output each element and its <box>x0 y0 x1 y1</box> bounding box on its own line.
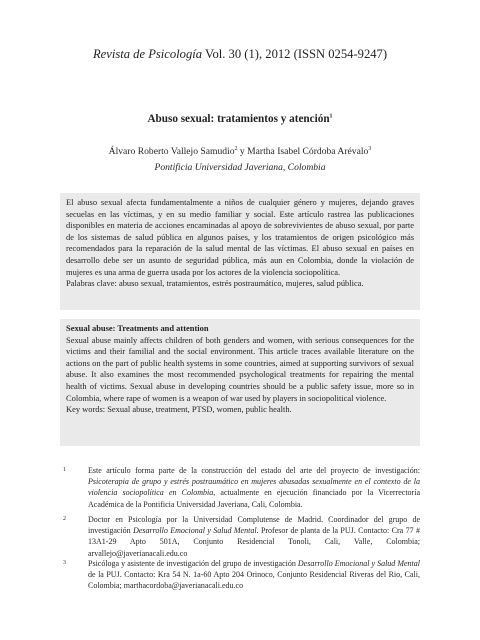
title-footnote-marker: 1 <box>329 113 333 120</box>
footnote-1-text-a: Este artículo forma parte de la construcción del estado del arte del proyecto de investigación: <box>88 466 420 475</box>
affiliation: Pontificia Universidad Javeriana, Colombia <box>154 162 326 173</box>
footnote-2-number: 2 <box>63 516 66 522</box>
footnote-1-text-b: , actualmente en ejecución financiado por la Vicerrectoría Académica de la Pontificia Universidad Javeriana, Cali, Colombia. <box>88 488 420 509</box>
article-title-text: Abuso sexual: tratamientos y atención <box>147 113 330 125</box>
author-1-footnote-marker: 2 <box>234 145 238 152</box>
footnote-2-text-italic: Desarrollo Emocional y Salud Mental <box>133 526 257 536</box>
footnote-3-text-italic: Desarrollo Emocional y Salud Mental <box>297 559 420 568</box>
author-separator: y <box>237 146 248 157</box>
abstract-english-body: Sexual abuse mainly affects children of both genders and women, with serious consequences for the victims and their familial and the social environment. This article traces available literature on the actions on the part of public health systems in some countries, aimed at supporting survivors of sexual abuse. It also examines the most recommended psychological treatments for repairing the mental health of victims. Sexual abuse in developing countries should be a public safety issue, more so in Colombia, where rape of women is a weapon of war used by players in sociopolitical violence. <box>66 334 414 403</box>
authors-line <box>0 146 480 157</box>
footnote-3-number: 3 <box>63 560 66 566</box>
footnote-1-text-italic: Psicoterapia de grupo y estrés postraumático en mujeres abusadas sexualmente en el contexto de la violencia sociopolítica en Colombia <box>88 477 420 498</box>
author-1: Álvaro Roberto Vallejo Samudio <box>108 146 235 157</box>
footnote-2 <box>60 514 420 559</box>
abstract-spanish-keywords: Palabras clave: abuso sexual, tratamientos, estrés postraumático, mujeres, salud pública. <box>66 278 364 289</box>
article-title <box>0 113 480 125</box>
journal-name: Revista de Psicología <box>92 47 203 61</box>
footnote-3-text-a: Psicóloga y asistente de investigación del grupo de investigación <box>88 559 298 568</box>
journal-header <box>0 47 480 62</box>
abstract-spanish-body: El abuso sexual afecta fundamentalmente a niños de cualquier género y mujeres, dejando graves secuelas en las víctimas, y en su medio familiar y social. Este artículo rastrea las publicaciones disponibles en materia de acciones encaminadas al apoyo de sobrevivientes de abuso sexual, por parte de los sistemas de salud pública en algunos países, y los tratamientos de origen psicológico más recomendados para la reparación de la salud mental de las víctimas. El abuso sexual en países en desarrollo debe ser un asunto de seguridad pública, más aun en Colombia, donde la violación de mujeres es una arma de guerra usada por los actores de la violencia sociopolítica. <box>66 197 414 277</box>
footnote-3 <box>60 558 420 592</box>
footnote-2-text-b: . Profesor de planta de la PUJ. Contacto: Cra 77 # 13A1-29 Apto 501A, Conjunto Residencial Tonoli, Cali, Valle, Colombia; arvallejo@javerianacali.edu.co <box>88 526 420 558</box>
footnote-1-number: 1 <box>63 467 66 473</box>
abstract-english-heading: Sexual abuse: Treatments and attention <box>66 323 209 333</box>
footnote-1 <box>60 465 420 510</box>
footnote-3-text-b: de la PUJ. Contacto: Kra 54 N. 1a-60 Apto 204 Orinoco, Conjunto Residencial Riveras del Rio, Cali, Colombia; marthacordoba@javerianacali.edu.co <box>88 570 420 591</box>
abstract-english <box>60 319 420 446</box>
author-2: Martha Isabel Córdoba Arévalo <box>247 146 369 157</box>
abstract-english-keywords: Key words: Sexual abuse, treatment, PTSD, women, public health. <box>66 404 292 415</box>
author-2-footnote-marker: 3 <box>368 145 372 152</box>
footnote-2-text-a: Doctor en Psicología por la Universidad Complutense de Madrid. Coordinador del grupo de investigación <box>88 515 420 536</box>
abstract-spanish <box>60 193 420 310</box>
journal-volume-info: Vol. 30 (1), 2012 (ISSN 0254-9247) <box>202 47 388 61</box>
